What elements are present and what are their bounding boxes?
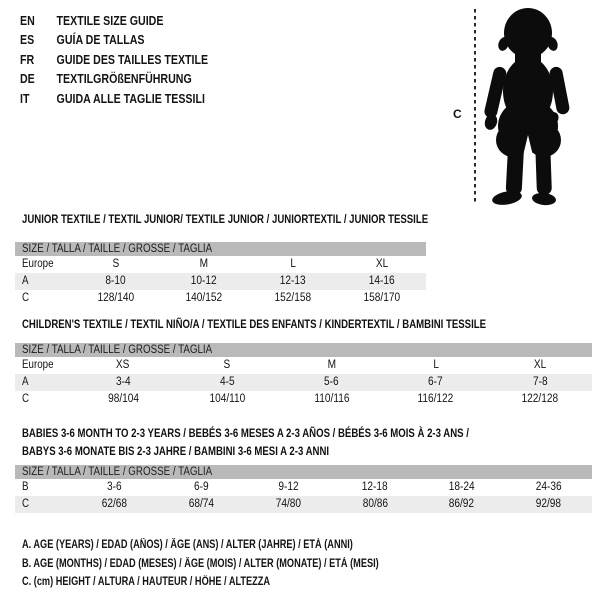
table-row [15, 357, 592, 374]
size-cell: 5-6 [324, 376, 339, 388]
footnote-c: C. (cm) HEIGHT / ALTURA / HAUTEUR / HÖHE / ALTEZZA [22, 576, 271, 589]
table-row [15, 391, 592, 408]
size-header-row: SIZE / TALLA / TAILLE / GRÖSSE / TAGLIA [15, 465, 592, 479]
language-row [20, 31, 208, 50]
size-cell: 6-7 [428, 376, 444, 388]
size-cell: 12-13 [279, 275, 306, 287]
size-cell: XL [375, 258, 388, 270]
row-label: A [22, 275, 29, 287]
baby-silhouette [450, 5, 590, 207]
size-cell: 24-36 [535, 481, 562, 493]
size-cell: M [327, 359, 336, 371]
language-code: IT [20, 91, 30, 106]
footnote-a: A. AGE (YEARS) / EDAD (AÑOS) / ÂGE (ANS) / ALTER (JAHRE) / ETÀ (ANNI) [22, 539, 353, 551]
table-row [15, 496, 592, 513]
babies-size-table [15, 465, 592, 513]
size-cell: 14-16 [368, 275, 395, 287]
row-label: A [22, 376, 29, 388]
size-cell: 12-18 [361, 481, 388, 493]
table-row [15, 290, 426, 307]
size-cell: 4-5 [219, 376, 235, 388]
section-children [15, 318, 592, 408]
size-cell: S [223, 359, 231, 371]
language-row [20, 70, 208, 89]
size-cell: 8-10 [105, 275, 126, 287]
size-cell: 80/86 [362, 498, 388, 510]
language-row [20, 12, 208, 31]
row-label: B [22, 481, 29, 493]
language-code: EN [20, 14, 35, 28]
size-cell: 92/98 [535, 498, 562, 510]
size-cell: 62/68 [101, 498, 128, 510]
size-cell: 10-12 [191, 275, 218, 287]
children-size-table [15, 343, 592, 408]
size-cell: 3-6 [107, 481, 122, 493]
section-title: BABYS 3-6 MONATE BIS 2-3 JAHRE / BAMBINI 3-6 MESI A 2-3 ANNI [22, 443, 330, 458]
size-header-row: SIZE / TALLA / TAILLE / GRÖSSE / TAGLIA [15, 242, 426, 256]
size-cell: 110/116 [313, 393, 350, 405]
row-label: C [22, 292, 30, 304]
table-row [15, 273, 426, 290]
row-label: C [22, 498, 30, 510]
language-title: GUIDE DES TAILLES TEXTILE [56, 52, 209, 67]
size-cell: 140/152 [185, 292, 223, 304]
footnote-b: B. AGE (MONTHS) / EDAD (MESES) / ÂGE (MOIS) / ALTER (MONATE) / ETÀ (MESI) [22, 557, 379, 570]
row-label: C [22, 393, 30, 405]
language-code: DE [20, 72, 35, 87]
size-cell: 74/80 [275, 498, 301, 510]
size-cell: 9-12 [277, 481, 299, 493]
language-code: ES [20, 33, 35, 48]
section-title: BABIES 3-6 MONTH TO 2-3 YEARS / BEBÉS 3-6 MESES A 2-3 AÑOS / BÉBÉS 3-6 MOIS À 2-3 ANS / [22, 426, 469, 440]
language-list [20, 12, 241, 109]
table-row [15, 374, 592, 391]
language-code: FR [20, 52, 35, 67]
table-row [15, 479, 592, 496]
size-cell: 7-8 [532, 376, 548, 388]
size-cell: M [199, 258, 209, 270]
language-title: GUÍA DE TALLAS [56, 33, 145, 48]
language-title: TEXTILE SIZE GUIDE [56, 14, 164, 28]
size-cell: 128/140 [97, 292, 134, 304]
size-cell: XL [533, 359, 547, 371]
language-title: TEXTILGRÖßENFÜHRUNG [56, 72, 192, 87]
section-title: JUNIOR TEXTILE / TEXTIL JUNIOR/ TEXTILE JUNIOR / JUNIORTEXTIL / JUNIOR TESSILE [22, 212, 429, 226]
size-cell: 3-4 [115, 376, 131, 388]
size-cell: XS [116, 359, 130, 371]
size-cell: S [111, 258, 119, 270]
size-cell: 18-24 [448, 481, 475, 493]
section-babies [15, 425, 592, 513]
size-cell: L [290, 258, 296, 270]
height-measure-label: C [453, 107, 462, 121]
row-label: Europe [22, 359, 54, 371]
table-row [15, 256, 426, 273]
footnotes [22, 536, 468, 592]
size-cell: 6-9 [193, 481, 209, 493]
size-cell: 104/110 [209, 393, 246, 405]
language-title: GUIDA ALLE TAGLIE TESSILI [56, 91, 205, 106]
size-cell: 86/92 [449, 498, 475, 510]
size-header-row: SIZE / TALLA / TAILLE / GRÖSSE / TAGLIA [15, 343, 592, 357]
junior-size-table [15, 242, 426, 307]
language-row [20, 90, 208, 109]
size-cell: L [432, 359, 439, 371]
size-cell: 116/122 [417, 393, 454, 405]
row-label: Europe [22, 258, 54, 270]
section-title: CHILDREN'S TEXTILE / TEXTIL NIÑO/A / TEXTILE DES ENFANTS / KINDERTEXTIL / BAMBINI TESSILE [22, 317, 487, 331]
size-cell: 68/74 [188, 498, 214, 510]
size-cell: 152/158 [274, 292, 312, 304]
size-cell: 158/170 [363, 292, 400, 304]
size-cell: 122/128 [521, 393, 559, 405]
size-cell: 98/104 [107, 393, 139, 405]
language-row [20, 51, 208, 70]
section-junior [15, 212, 429, 307]
height-figure [450, 5, 590, 207]
